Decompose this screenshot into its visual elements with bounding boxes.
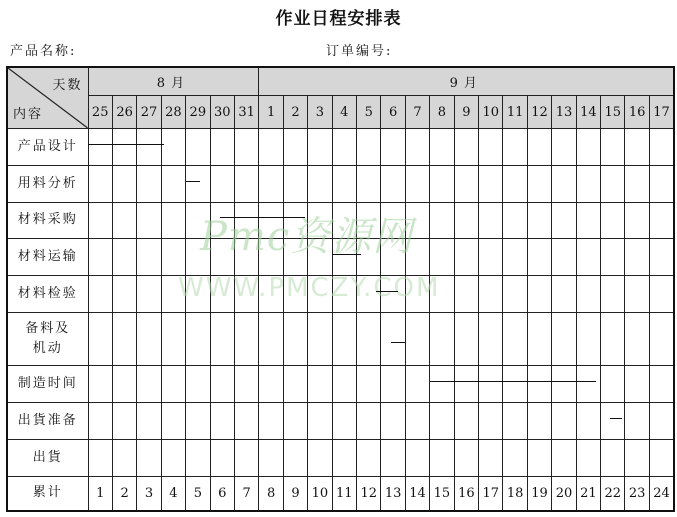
schedule-cell [430,366,454,403]
schedule-cell [234,366,258,403]
schedule-cell [88,313,112,366]
schedule-cell [601,276,625,313]
schedule-cell [625,165,649,202]
total-cell: 17 [479,476,503,511]
schedule-cell [405,439,429,476]
schedule-cell [576,165,600,202]
schedule-cell [210,276,234,313]
schedule-cell [576,313,600,366]
schedule-cell [308,128,332,165]
day-header-cell: 8 [430,96,454,129]
schedule-cell [186,239,210,276]
schedule-cell [649,165,674,202]
schedule-cell [112,276,136,313]
schedule-cell [210,239,234,276]
schedule-cell [576,239,600,276]
schedule-cell [234,276,258,313]
schedule-cell [381,366,405,403]
schedule-cell [552,439,576,476]
schedule-cell [283,128,307,165]
total-cell: 3 [137,476,161,511]
task-row [7,202,674,239]
schedule-cell [527,202,551,239]
total-cell: 5 [186,476,210,511]
task-label-line: 备料及 [25,321,71,337]
schedule-cell [112,439,136,476]
schedule-cell [186,276,210,313]
schedule-cell [454,165,478,202]
month-august: 8月 [88,67,259,96]
total-cell: 22 [601,476,625,511]
schedule-cell [576,403,600,440]
schedule-cell [479,276,503,313]
total-row [7,476,674,511]
schedule-cell [112,239,136,276]
schedule-cell [527,403,551,440]
product-name-label: 产品名称: [10,44,77,59]
schedule-cell [210,165,234,202]
total-cell: 4 [161,476,185,511]
schedule-cell [112,165,136,202]
schedule-cell [259,403,283,440]
task-row [7,276,674,313]
schedule-cell [430,202,454,239]
day-header-cell: 14 [576,96,600,129]
schedule-cell [259,366,283,403]
schedule-cell [259,439,283,476]
schedule-cell [357,165,381,202]
schedule-cell [430,313,454,366]
day-header-cell: 1 [259,96,283,129]
schedule-cell [625,313,649,366]
total-cell: 21 [576,476,600,511]
day-header-cell: 7 [405,96,429,129]
schedule-cell [332,439,356,476]
day-header-cell: 28 [161,96,185,129]
schedule-cell [161,313,185,366]
watermark-logo: Pmc资源网 [200,214,414,260]
schedule-cell [88,128,112,165]
schedule-cell [259,239,283,276]
month-header-row [7,67,674,96]
schedule-cell [234,403,258,440]
schedule-cell [503,276,527,313]
schedule-cell [161,439,185,476]
schedule-cell [283,239,307,276]
schedule-cell [479,165,503,202]
schedule-cell [601,313,625,366]
schedule-cell [625,128,649,165]
schedule-cell [332,239,356,276]
schedule-cell [210,313,234,366]
schedule-cell [283,403,307,440]
day-header-cell: 12 [527,96,551,129]
total-cell: 9 [283,476,307,511]
total-cell: 15 [430,476,454,511]
total-cell: 8 [259,476,283,511]
schedule-cell [137,276,161,313]
schedule-cell [234,239,258,276]
watermark-url: WWW.PMCZY.COM [178,273,441,303]
day-header-cell: 30 [210,96,234,129]
schedule-cell [381,276,405,313]
total-cell: 14 [405,476,429,511]
schedule-cell [332,313,356,366]
schedule-cell [601,128,625,165]
schedule-cell [625,239,649,276]
schedule-cell [161,202,185,239]
schedule-cell [503,128,527,165]
schedule-cell [381,313,405,366]
total-cell: 24 [649,476,674,511]
schedule-cell [454,239,478,276]
schedule-cell [112,366,136,403]
total-cell: 12 [357,476,381,511]
schedule-cell [405,313,429,366]
schedule-cell [479,439,503,476]
schedule-cell [527,276,551,313]
schedule-cell [381,128,405,165]
schedule-cell [283,313,307,366]
schedule-cell [601,239,625,276]
schedule-cell [210,439,234,476]
schedule-cell [527,165,551,202]
task-row [7,403,674,440]
schedule-cell [381,202,405,239]
schedule-cell [381,403,405,440]
schedule-cell [186,202,210,239]
total-cell: 6 [210,476,234,511]
schedule-cell [503,403,527,440]
task-label: 材料采购 [7,202,88,239]
day-header-cell: 31 [234,96,258,129]
task-label: 产品设计 [7,128,88,165]
schedule-cell [552,165,576,202]
schedule-cell [308,276,332,313]
schedule-cell [112,313,136,366]
schedule-cell [381,165,405,202]
total-cell: 19 [527,476,551,511]
schedule-cell [88,366,112,403]
page-title: 作业日程安排表 [275,9,402,29]
schedule-cell [308,202,332,239]
schedule-cell [649,403,674,440]
day-header-cell: 26 [112,96,136,129]
day-header-cell: 6 [381,96,405,129]
schedule-cell [649,313,674,366]
schedule-cell [479,403,503,440]
task-label [7,313,88,366]
schedule-cell [601,439,625,476]
schedule-cell [552,239,576,276]
schedule-cell [357,403,381,440]
schedule-cell [234,313,258,366]
schedule-cell [308,403,332,440]
schedule-cell [332,366,356,403]
schedule-cell [479,202,503,239]
schedule-cell [601,165,625,202]
schedule-cell [576,439,600,476]
schedule-table [6,66,675,512]
schedule-cell [405,276,429,313]
schedule-cell [308,313,332,366]
day-header-cell: 4 [332,96,356,129]
task-label: 出貨 [7,439,88,476]
schedule-cell [210,366,234,403]
schedule-cell [381,439,405,476]
schedule-cell [137,239,161,276]
total-cell: 18 [503,476,527,511]
order-number-label: 订单编号: [326,44,393,59]
schedule-cell [308,439,332,476]
task-row [7,165,674,202]
schedule-cell [112,403,136,440]
day-header-cell: 27 [137,96,161,129]
schedule-cell [601,202,625,239]
day-header-cell: 13 [552,96,576,129]
schedule-cell [430,439,454,476]
schedule-cell [88,239,112,276]
schedule-cell [454,439,478,476]
schedule-cell [186,439,210,476]
schedule-cell [430,165,454,202]
task-row [7,439,674,476]
total-cell: 10 [308,476,332,511]
day-header-cell: 25 [88,96,112,129]
schedule-cell [357,439,381,476]
schedule-cell [161,165,185,202]
schedule-cell [332,202,356,239]
schedule-cell [552,313,576,366]
schedule-cell [601,366,625,403]
task-row [7,366,674,403]
schedule-cell [88,403,112,440]
schedule-cell [576,366,600,403]
day-header-cell: 10 [479,96,503,129]
schedule-cell [527,313,551,366]
schedule-cell [479,239,503,276]
schedule-cell [405,202,429,239]
schedule-cell [357,313,381,366]
schedule-cell [479,313,503,366]
schedule-cell [283,276,307,313]
total-cell: 11 [332,476,356,511]
total-cell: 1 [88,476,112,511]
task-row [7,313,674,366]
total-label: 累计 [7,476,88,511]
schedule-cell [259,276,283,313]
schedule-cell [552,128,576,165]
schedule-cell [405,128,429,165]
schedule-cell [186,313,210,366]
schedule-cell [552,202,576,239]
schedule-cell [332,128,356,165]
schedule-cell [332,403,356,440]
day-header-cell: 2 [283,96,307,129]
schedule-cell [552,403,576,440]
schedule-cell [601,403,625,440]
schedule-cell [479,366,503,403]
schedule-cell [576,276,600,313]
schedule-cell [161,239,185,276]
schedule-cell [137,128,161,165]
schedule-cell [503,239,527,276]
schedule-cell [137,313,161,366]
task-row [7,239,674,276]
schedule-cell [234,165,258,202]
schedule-cell [649,366,674,403]
schedule-cell [259,165,283,202]
total-cell: 2 [112,476,136,511]
schedule-cell [308,239,332,276]
schedule-cell [357,366,381,403]
schedule-cell [210,128,234,165]
schedule-cell [649,202,674,239]
schedule-cell [552,276,576,313]
task-label: 用料分析 [7,165,88,202]
schedule-cell [283,439,307,476]
schedule-cell [381,239,405,276]
day-header-cell: 11 [503,96,527,129]
schedule-cell [332,276,356,313]
schedule-cell [503,202,527,239]
schedule-cell [527,128,551,165]
task-label: 制造时间 [7,366,88,403]
schedule-cell [137,439,161,476]
schedule-cell [210,202,234,239]
schedule-cell [161,366,185,403]
schedule-cell [405,239,429,276]
schedule-cell [283,202,307,239]
schedule-cell [161,276,185,313]
schedule-cell [283,165,307,202]
schedule-cell [357,239,381,276]
schedule-cell [454,403,478,440]
schedule-cell [454,202,478,239]
schedule-cell [576,202,600,239]
schedule-cell [259,202,283,239]
schedule-cell [357,128,381,165]
task-label: 出貨准备 [7,403,88,440]
schedule-cell [625,202,649,239]
schedule-cell [454,366,478,403]
schedule-cell [234,128,258,165]
schedule-cell [357,202,381,239]
schedule-cell [649,128,674,165]
schedule-cell [454,276,478,313]
schedule-cell [405,403,429,440]
schedule-cell [430,239,454,276]
day-header-cell: 5 [357,96,381,129]
task-label: 材料运输 [7,239,88,276]
schedule-cell [454,313,478,366]
schedule-cell [186,165,210,202]
schedule-cell [161,403,185,440]
schedule-cell [88,165,112,202]
day-header-cell: 29 [186,96,210,129]
schedule-cell [649,276,674,313]
schedule-cell [503,439,527,476]
schedule-cell [234,439,258,476]
schedule-cell [625,439,649,476]
schedule-cell [527,239,551,276]
corner-days-label: 天数 [52,78,83,93]
schedule-cell [137,165,161,202]
schedule-cell [259,128,283,165]
day-header-row [7,96,674,129]
schedule-cell [88,276,112,313]
day-header-cell: 17 [649,96,674,129]
total-cell: 16 [454,476,478,511]
schedule-cell [234,202,258,239]
schedule-cell [137,202,161,239]
schedule-cell [649,439,674,476]
schedule-cell [88,439,112,476]
schedule-cell [405,366,429,403]
schedule-cell [576,128,600,165]
day-header-cell: 16 [625,96,649,129]
total-cell: 7 [234,476,258,511]
schedule-cell [405,165,429,202]
schedule-cell [308,165,332,202]
schedule-cell [137,403,161,440]
task-row [7,128,674,165]
schedule-cell [210,403,234,440]
schedule-cell [112,128,136,165]
total-cell: 13 [381,476,405,511]
schedule-cell [88,202,112,239]
schedule-cell [552,366,576,403]
corner-header [7,67,88,128]
day-header-cell: 9 [454,96,478,129]
schedule-cell [430,128,454,165]
schedule-cell [137,366,161,403]
total-cell: 23 [625,476,649,511]
task-label-line: 机动 [32,341,63,357]
schedule-cell [332,165,356,202]
total-cell: 20 [552,476,576,511]
schedule-cell [479,128,503,165]
schedule-cell [430,276,454,313]
schedule-cell [454,128,478,165]
month-september: 9月 [259,67,674,96]
schedule-cell [430,403,454,440]
schedule-cell [308,366,332,403]
day-header-cell: 15 [601,96,625,129]
schedule-cell [527,439,551,476]
schedule-cell [186,366,210,403]
corner-content-label: 内容 [13,106,44,122]
schedule-cell [503,313,527,366]
schedule-cell [186,128,210,165]
schedule-cell [503,366,527,403]
schedule-cell [283,366,307,403]
day-header-cell: 3 [308,96,332,129]
schedule-cell [357,276,381,313]
schedule-cell [161,128,185,165]
schedule-cell [625,366,649,403]
task-label: 材料检验 [7,276,88,313]
schedule-cell [503,165,527,202]
schedule-cell [625,276,649,313]
schedule-cell [527,366,551,403]
schedule-cell [625,403,649,440]
schedule-cell [649,239,674,276]
schedule-cell [112,202,136,239]
schedule-cell [259,313,283,366]
schedule-cell [186,403,210,440]
